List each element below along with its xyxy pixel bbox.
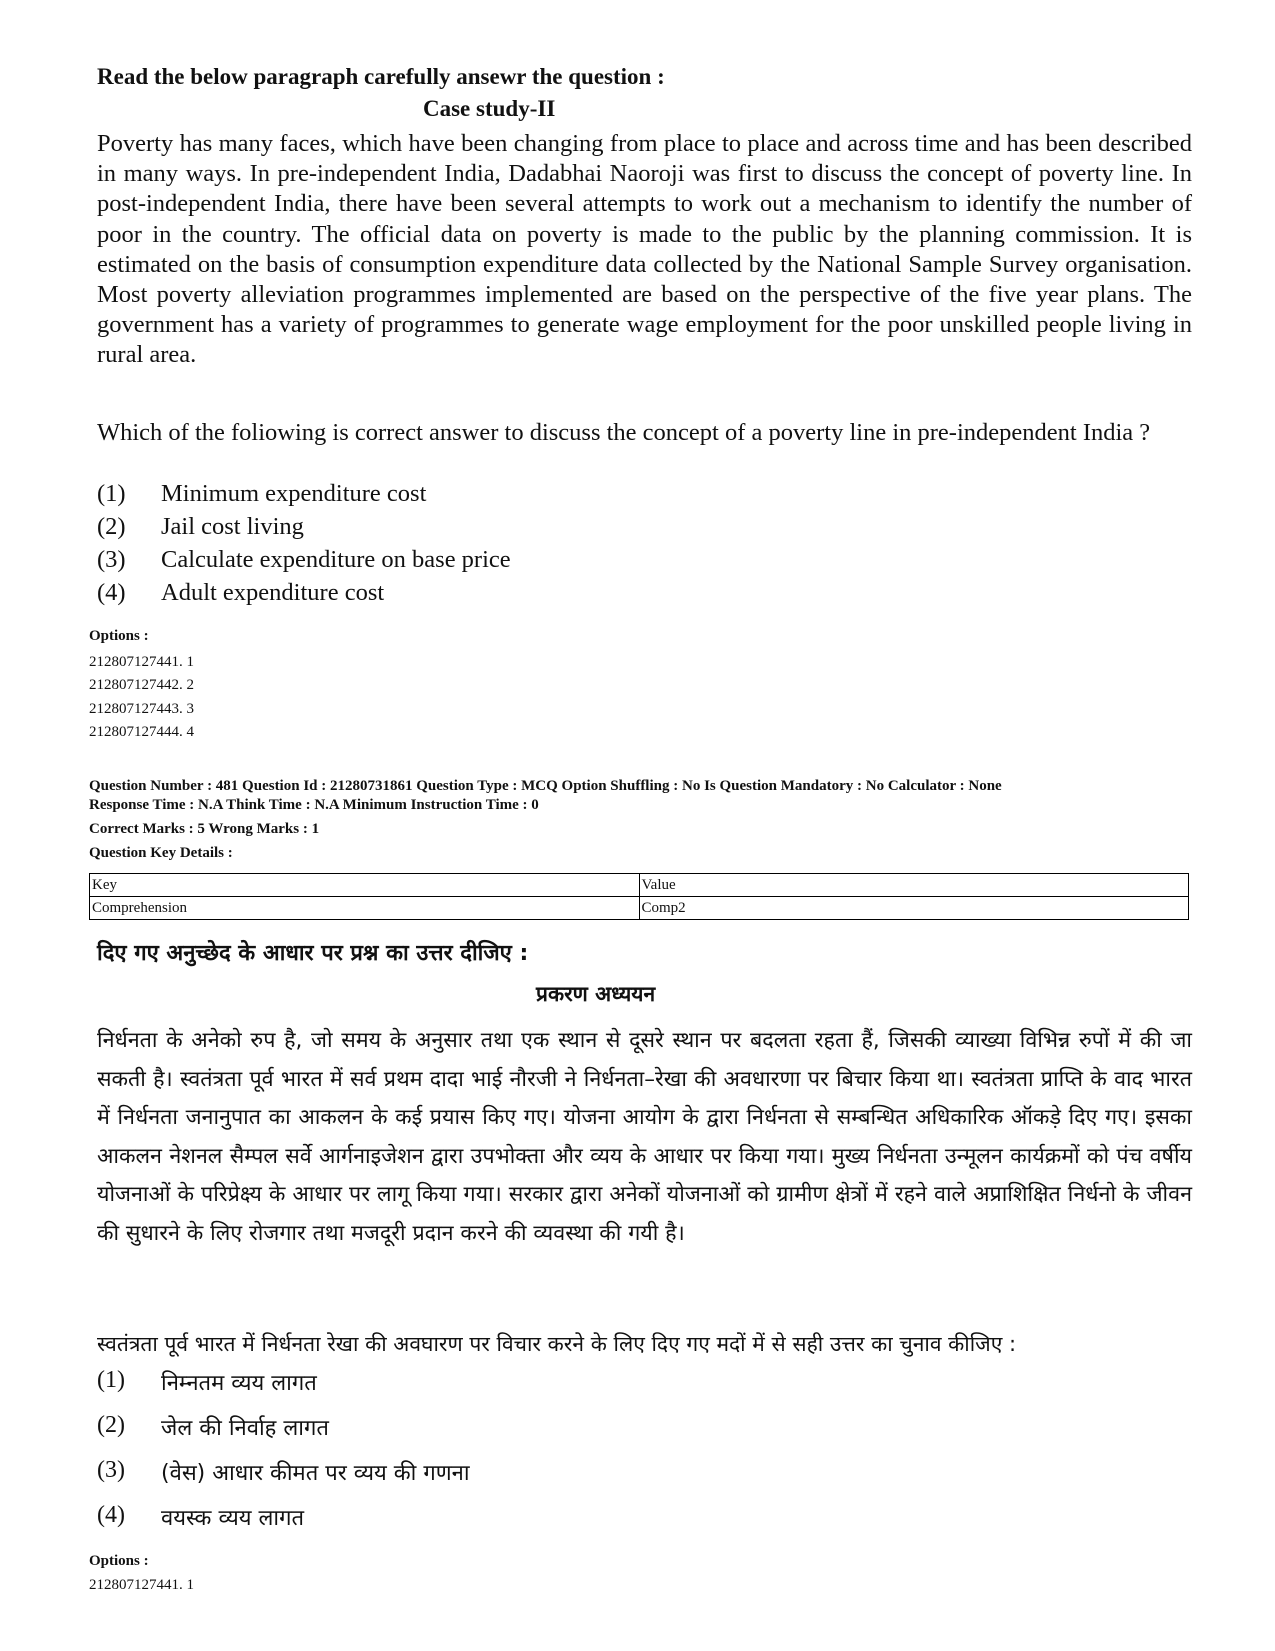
option-text: (वेस) आधार कीमत पर व्यय की गणना	[161, 1461, 470, 1486]
option-number: (4)	[97, 1502, 125, 1528]
option-number: (1)	[97, 480, 126, 507]
question-meta-line-1: Question Number : 481 Question Id : 21280731861 Question Type : MCQ Option Shuffling : No Is Question Mandatory : No Calculator : None	[89, 778, 1002, 794]
table-cell-value: Comp2	[639, 897, 1189, 920]
table-header-row	[90, 874, 1189, 897]
key-details-table	[89, 873, 1189, 920]
option-text: जेल की निर्वाह लागत	[161, 1416, 329, 1441]
question-meta-line-2: Response Time : N.A Think Time : N.A Minimum Instruction Time : 0	[89, 797, 539, 813]
option-number: (1)	[97, 1367, 125, 1393]
option-text: निम्नतम व्यय लागत	[161, 1371, 317, 1396]
option-text: Adult expenditure cost	[161, 579, 385, 606]
table-row	[90, 897, 1189, 920]
hindi-case-title: प्रकरण अध्ययन	[536, 982, 656, 1006]
english-case-title: Case study-II	[423, 96, 556, 121]
option-number: (3)	[97, 546, 126, 573]
english-heading: Read the below paragraph carefully ansewr the question :	[97, 64, 665, 89]
option-text: Minimum expenditure cost	[161, 480, 427, 507]
option-number: (2)	[97, 513, 126, 540]
hindi-options-label: Options :	[89, 1553, 149, 1569]
option-text: वयस्क व्यय लागत	[161, 1506, 305, 1531]
option-number: (3)	[97, 1457, 125, 1483]
option-id-list	[89, 651, 194, 745]
option-id: 212807127443. 3	[89, 700, 194, 717]
option-id: 212807127442. 2	[89, 677, 194, 694]
option-id: 212807127441. 1	[89, 654, 194, 670]
hindi-heading: दिए गए अनुच्छेद के आधार पर प्रश्न का उत्तर दीजिए :	[97, 941, 529, 966]
option-number: (4)	[97, 579, 126, 606]
options-label: Options :	[89, 628, 149, 644]
option-number: (2)	[97, 1412, 125, 1438]
table-header-value: Value	[639, 874, 1189, 897]
option-text: Calculate expenditure on base price	[161, 546, 511, 573]
hindi-question: स्वतंत्रता पूर्व भारत में निर्धनता रेखा की अवघारण पर विचार करने के लिए दिए गए मदों में से सही उत्तर का चुनाव कीजिए :	[97, 1332, 1017, 1356]
english-question: Which of the foliowing is correct answer to discuss the concept of a poverty line in pre-independent India ?	[97, 419, 1151, 446]
key-details-label: Question Key Details :	[89, 845, 233, 861]
hindi-option-id: 212807127441. 1	[89, 1577, 194, 1593]
marks-line: Correct Marks : 5 Wrong Marks : 1	[89, 821, 320, 837]
option-id: 212807127444. 4	[89, 724, 194, 741]
table-cell-key: Comprehension	[90, 897, 640, 920]
hindi-paragraph: निर्धनता के अनेको रुप है, जो समय के अनुसार तथा एक स्थान से दूसरे स्थान पर बदलता रहता हैं, जिसकी व्याख्या विभिन्न रुपों में की जा सकती है। स्वतंत्रता पूर्व भारत में सर्व प्रथम दादा भाई नौरजी ने निर्धनता–रेखा की अवधारणा पर बिचार किया था। स्वतंत्रता प्राप्ति के वाद भारत में निर्धनता जनानुपात का आकलन के कई प्रयास किए गए। योजना आयोग के द्वारा निर्धनता से सम्बन्धित अधिकारिक ऑकड़े दिए गए। इसका आकलन नेशनल सैम्पल सर्वे आर्गनाइजेशन द्वारा उपभोक्ता और व्यय के आधार पर किया गया। मुख्य निर्धनता उन्मूलन कार्यक्रमों को पंच वर्षीय योजनाओं के परिप्रेक्ष्य के आधार पर लागू किया गया। सरकार द्वारा अनेकों योजनाओं को ग्रामीण क्षेत्रों में रहने वाले अप्राशिक्षित निर्धनो के जीवन की सुधारने के लिए रोजगार तथा मजदूरी प्रदान करने की व्यवस्था की गयी है।	[97, 1028, 1192, 1246]
option-text: Jail cost living	[161, 513, 304, 540]
table-header-key: Key	[90, 874, 640, 897]
english-paragraph: Poverty has many faces, which have been changing from place to place and across time and has been described in many ways. In pre-independent India, Dadabhai Naoroji was first to discuss the concept of poverty line. In post-independent India, there have been several attempts to work out a mechanism to identify the number of poor in the country. The official data on poverty is made to the public by the planning commission. It is estimated on the basis of consumption expenditure data collected by the National Sample Survey organisation. Most poverty alleviation programmes implemented are based on the perspective of the five year plans. The government has a variety of programmes to generate wage employment for the poor unskilled people living in rural area.	[97, 130, 1192, 369]
